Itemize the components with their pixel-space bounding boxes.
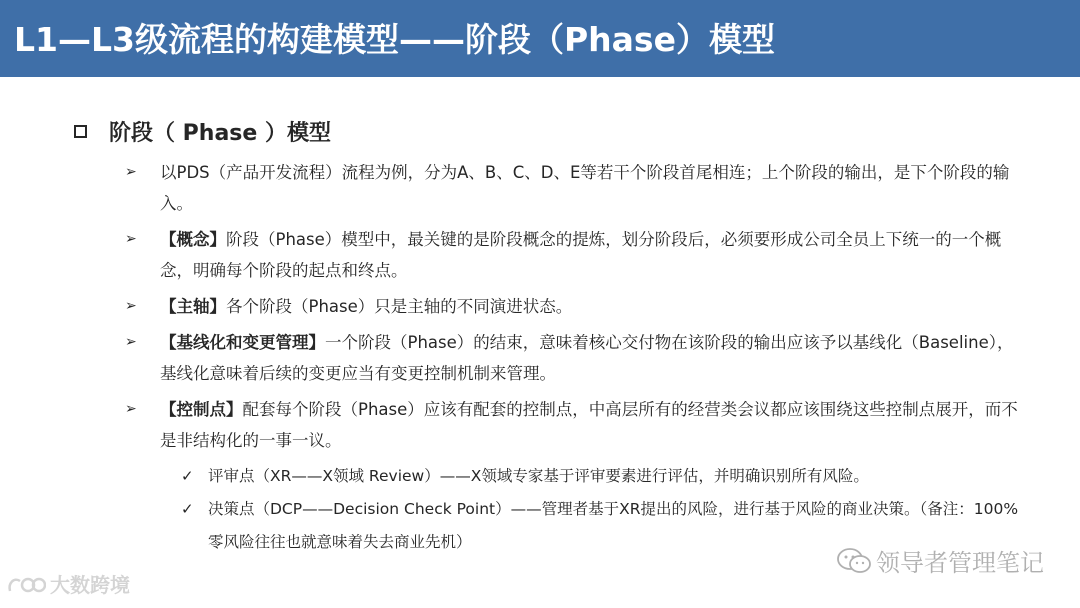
watermark-wechat: 领导者管理笔记 <box>836 543 1044 578</box>
brand-logo-icon <box>6 573 46 595</box>
page-title: L1—L3级流程的构建模型——阶段（Phase）模型 <box>14 20 775 59</box>
list-item-text: 【概念】阶段（Phase）模型中，最关键的是阶段概念的提炼，划分阶段后，必须要形成公司全员上下统一的一个概念，明确每个阶段的起点和终点。 <box>160 230 1002 280</box>
list-item-text: 【控制点】配套每个阶段（Phase）应该有配套的控制点，中高层所有的经营类会议都应该围绕这些控制点展开，而不是非结构化的一事一议。 <box>160 400 1018 450</box>
list-item <box>125 394 1025 456</box>
section-heading <box>74 116 331 147</box>
checkmark-icon: ✓ <box>181 467 194 485</box>
bullet-list <box>125 157 1025 559</box>
checkmark-icon: ✓ <box>181 500 194 518</box>
list-item-text: 【基线化和变更管理】一个阶段（Phase）的结束，意味着核心交付物在该阶段的输出应该予以基线化（Baseline），基线化意味着后续的变更应当有变更控制机制来管理。 <box>160 333 1014 383</box>
list-item <box>125 157 1025 219</box>
list-item-text: 【主轴】各个阶段（Phase）只是主轴的不同演进状态。 <box>160 297 573 316</box>
section-title: 阶段（ Phase ）模型 <box>109 121 331 146</box>
arrow-bullet-icon: ➢ <box>125 298 137 314</box>
list-item <box>125 224 1025 286</box>
sub-list-item: ✓ 决策点（DCP——Decision Check Point）——管理者基于XR提出的风险，进行基于风险的商业决策。（备注：100%零风险往往也就意味着失去商业先机） <box>125 493 1025 559</box>
arrow-bullet-icon: ➢ <box>125 231 137 247</box>
arrow-bullet-icon: ➢ <box>125 401 137 417</box>
list-item <box>125 327 1025 389</box>
square-outline-icon <box>74 125 87 138</box>
arrow-bullet-icon: ➢ <box>125 164 137 180</box>
wechat-icon <box>836 547 872 575</box>
watermark-brand: 大数跨境 <box>6 569 130 598</box>
sub-list-item: ✓ 评审点（XR——X领域 Review）——X领域专家基于评审要素进行评估，并明确识别所有风险。 <box>125 460 1025 493</box>
title-bar <box>0 0 1080 77</box>
list-item-text: 以PDS（产品开发流程）流程为例，分为A、B、C、D、E等若干个阶段首尾相连；上个阶段的输出，是下个阶段的输入。 <box>160 163 1010 213</box>
arrow-bullet-icon: ➢ <box>125 334 137 350</box>
list-item <box>125 291 1025 322</box>
